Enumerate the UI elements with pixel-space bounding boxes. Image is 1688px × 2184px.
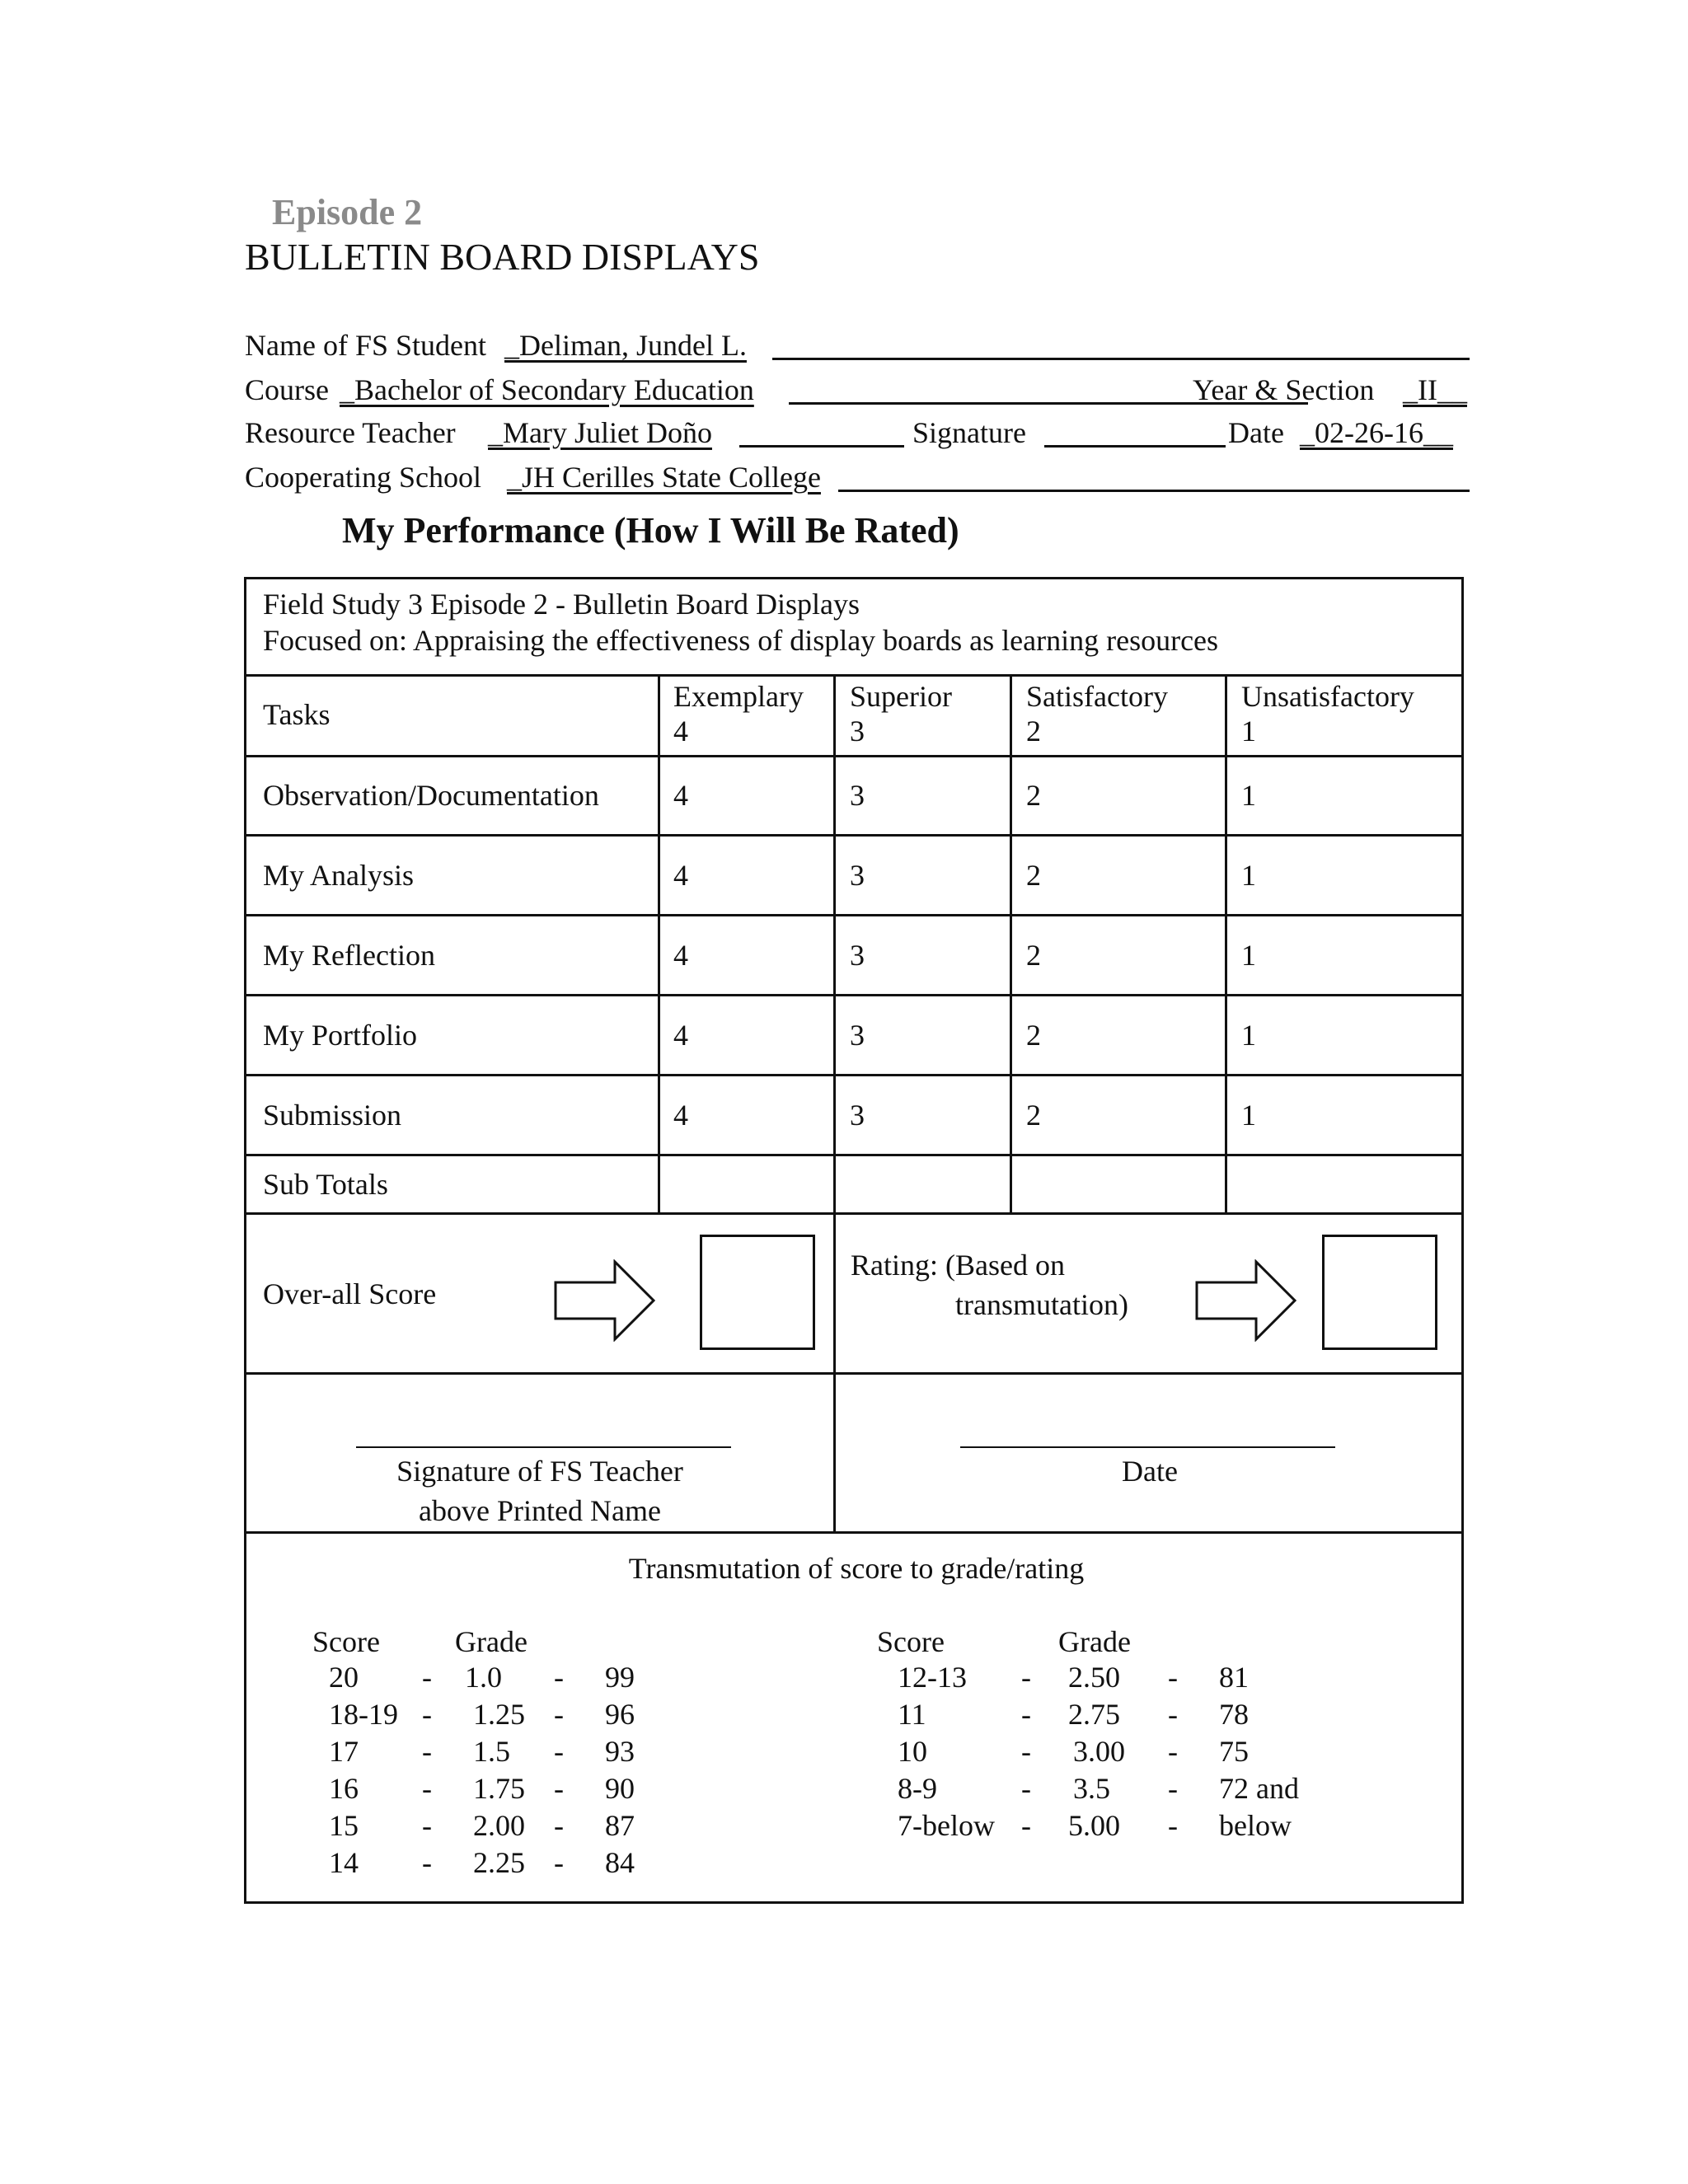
dash: - xyxy=(1168,1661,1178,1694)
trans-rating: 96 xyxy=(605,1698,635,1731)
col-unsatisfactory: Unsatisfactory xyxy=(1241,680,1414,713)
dash: - xyxy=(554,1698,564,1731)
rule-line xyxy=(1010,674,1012,1212)
col-exemplary: Exemplary xyxy=(673,680,804,713)
dash: - xyxy=(422,1809,432,1842)
row-value[interactable]: 3 xyxy=(850,1019,865,1052)
dash: - xyxy=(1021,1698,1031,1731)
school-fill-rule xyxy=(838,490,1470,492)
col-superior: Superior xyxy=(850,680,952,713)
col-satisfactory: Satisfactory xyxy=(1026,680,1168,713)
course-label: Course xyxy=(245,373,329,406)
rule-line xyxy=(246,674,1461,677)
rule-line xyxy=(246,914,1461,916)
student-fill-rule xyxy=(772,358,1470,360)
student-value[interactable]: _Deliman, Jundel L. xyxy=(504,329,747,362)
date-label: Date xyxy=(1228,416,1284,449)
col-tasks: Tasks xyxy=(263,698,331,731)
row-value[interactable]: 2 xyxy=(1026,1019,1041,1052)
grade-header: Grade xyxy=(455,1625,528,1658)
rule-line xyxy=(246,1212,1461,1215)
trans-grade: 2.75 xyxy=(1068,1698,1120,1731)
score-header: Score xyxy=(877,1625,945,1658)
row-task: Observation/Documentation xyxy=(263,779,599,812)
trans-score: 14 xyxy=(329,1846,359,1879)
rule-line xyxy=(246,994,1461,996)
year-value[interactable]: _II__ xyxy=(1403,373,1467,406)
row-value[interactable]: 2 xyxy=(1026,1099,1041,1132)
row-value[interactable]: 3 xyxy=(850,779,865,812)
trans-rating: below xyxy=(1219,1809,1292,1842)
row-task: My Portfolio xyxy=(263,1019,418,1052)
school-label: Cooperating School xyxy=(245,461,481,494)
dash: - xyxy=(1021,1809,1031,1842)
row-value[interactable]: 3 xyxy=(850,1099,865,1132)
overall-score-box[interactable] xyxy=(700,1235,815,1350)
dash: - xyxy=(422,1735,432,1768)
trans-rating: 75 xyxy=(1219,1735,1249,1768)
col-satisfactory-score: 2 xyxy=(1026,715,1041,748)
trans-rating: 99 xyxy=(605,1661,635,1694)
dash: - xyxy=(554,1661,564,1694)
trans-rating: 87 xyxy=(605,1809,635,1842)
row-value[interactable]: 4 xyxy=(673,1099,688,1132)
trans-score: 8-9 xyxy=(898,1772,937,1805)
row-value[interactable]: 2 xyxy=(1026,939,1041,972)
year-label: Year & Section xyxy=(1193,373,1375,406)
rating-label: Rating: (Based on xyxy=(851,1249,1065,1282)
row-value[interactable]: 4 xyxy=(673,1019,688,1052)
trans-rating: 81 xyxy=(1219,1661,1249,1694)
rule-line xyxy=(246,1531,1461,1534)
rule-line xyxy=(246,834,1461,837)
dash: - xyxy=(1168,1735,1178,1768)
rating-label-2: transmutation) xyxy=(955,1288,1128,1321)
trans-rating: 78 xyxy=(1219,1698,1249,1731)
trans-score: 18-19 xyxy=(329,1698,398,1731)
trans-rating: 72 and xyxy=(1219,1772,1299,1805)
rule-line xyxy=(1225,674,1227,1212)
rating-box[interactable] xyxy=(1322,1235,1437,1350)
student-label: Name of FS Student xyxy=(245,329,486,362)
dash: - xyxy=(1168,1772,1178,1805)
performance-heading: My Performance (How I Will Be Rated) xyxy=(342,510,959,551)
teacher-line xyxy=(245,410,1470,455)
row-value[interactable]: 4 xyxy=(673,779,688,812)
trans-rating: 84 xyxy=(605,1846,635,1879)
right-arrow-icon xyxy=(553,1259,656,1342)
teacher-value[interactable]: _Mary Juliet Doño xyxy=(488,416,712,449)
signature-label: Signature xyxy=(912,416,1026,449)
course-line xyxy=(245,368,1470,412)
dash: - xyxy=(554,1735,564,1768)
trans-score: 15 xyxy=(329,1809,359,1842)
rubric-table xyxy=(244,577,1464,1904)
overall-score-label: Over-all Score xyxy=(263,1277,437,1310)
trans-grade: 5.00 xyxy=(1068,1809,1120,1842)
rule-line xyxy=(246,1372,1461,1375)
rule-line xyxy=(246,1074,1461,1076)
school-line xyxy=(245,455,1470,499)
dash: - xyxy=(1168,1809,1178,1842)
row-value[interactable]: 4 xyxy=(673,859,688,892)
trans-grade: 1.5 xyxy=(473,1735,510,1768)
row-value[interactable]: 1 xyxy=(1241,779,1256,812)
trans-rating: 90 xyxy=(605,1772,635,1805)
rule-line xyxy=(658,674,660,1212)
trans-score: 17 xyxy=(329,1735,359,1768)
dash: - xyxy=(1021,1661,1031,1694)
dash: - xyxy=(422,1698,432,1731)
date-value[interactable]: _02-26-16__ xyxy=(1300,416,1453,449)
col-superior-score: 3 xyxy=(850,715,865,748)
rule-line xyxy=(833,674,836,1531)
dash: - xyxy=(422,1661,432,1694)
trans-grade: 2.50 xyxy=(1068,1661,1120,1694)
teacher-label: Resource Teacher xyxy=(245,416,456,449)
signature-fill-rule[interactable] xyxy=(1044,445,1226,448)
trans-score: 12-13 xyxy=(898,1661,967,1694)
trans-grade: 2.00 xyxy=(473,1809,525,1842)
signature-teacher-label: Signature of FS Teacher xyxy=(396,1455,683,1488)
rule-line xyxy=(246,755,1461,757)
trans-rating: 93 xyxy=(605,1735,635,1768)
page-title: BULLETIN BOARD DISPLAYS xyxy=(245,236,760,278)
signature-date-label: Date xyxy=(1122,1455,1178,1488)
signature-teacher-label-2: above Printed Name xyxy=(419,1494,661,1527)
trans-grade: 1.75 xyxy=(473,1772,525,1805)
teacher-fill-rule xyxy=(739,445,904,448)
trans-grade: 1.25 xyxy=(473,1698,525,1731)
study-line: Field Study 3 Episode 2 - Bulletin Board Displays xyxy=(263,588,860,621)
dash: - xyxy=(554,1846,564,1879)
row-value[interactable]: 4 xyxy=(673,939,688,972)
trans-score: 10 xyxy=(898,1735,927,1768)
teacher-signature-rule[interactable] xyxy=(356,1446,731,1448)
trans-score: 16 xyxy=(329,1772,359,1805)
trans-grade: 3.00 xyxy=(1073,1735,1125,1768)
trans-grade: 3.5 xyxy=(1073,1772,1110,1805)
row-task: Submission xyxy=(263,1099,402,1132)
row-task: My Reflection xyxy=(263,939,435,972)
score-header: Score xyxy=(312,1625,380,1658)
row-value[interactable]: 1 xyxy=(1241,939,1256,972)
grade-header: Grade xyxy=(1058,1625,1131,1658)
row-value[interactable]: 1 xyxy=(1241,1019,1256,1052)
trans-score: 7-below xyxy=(898,1809,995,1842)
episode-label: Episode 2 xyxy=(272,192,423,232)
row-value[interactable]: 3 xyxy=(850,939,865,972)
row-value[interactable]: 2 xyxy=(1026,779,1041,812)
dash: - xyxy=(422,1846,432,1879)
dash: - xyxy=(554,1772,564,1805)
col-unsatisfactory-score: 1 xyxy=(1241,715,1256,748)
trans-score: 11 xyxy=(898,1698,926,1731)
dash: - xyxy=(1021,1735,1031,1768)
course-value[interactable]: _Bachelor of Secondary Education xyxy=(340,373,754,406)
dash: - xyxy=(1021,1772,1031,1805)
row-task: My Analysis xyxy=(263,859,415,892)
dash: - xyxy=(422,1772,432,1805)
dash: - xyxy=(554,1809,564,1842)
col-exemplary-score: 4 xyxy=(673,715,688,748)
rule-line xyxy=(246,1154,1461,1156)
right-arrow-icon xyxy=(1194,1259,1297,1342)
subtotals-label: Sub Totals xyxy=(263,1168,388,1201)
dash: - xyxy=(1168,1698,1178,1731)
school-value[interactable]: _JH Cerilles State College xyxy=(507,461,821,494)
row-value[interactable]: 1 xyxy=(1241,859,1256,892)
row-value[interactable]: 3 xyxy=(850,859,865,892)
trans-grade: 1.0 xyxy=(465,1661,502,1694)
transmutation-title: Transmutation of score to grade/rating xyxy=(628,1552,1085,1585)
trans-score: 20 xyxy=(329,1661,359,1694)
row-value[interactable]: 2 xyxy=(1026,859,1041,892)
trans-grade: 2.25 xyxy=(473,1846,525,1879)
date-signature-rule[interactable] xyxy=(960,1446,1335,1448)
student-line xyxy=(245,323,1470,368)
row-value[interactable]: 1 xyxy=(1241,1099,1256,1132)
focus-line: Focused on: Appraising the effectiveness of display boards as learning resources xyxy=(263,624,1219,657)
